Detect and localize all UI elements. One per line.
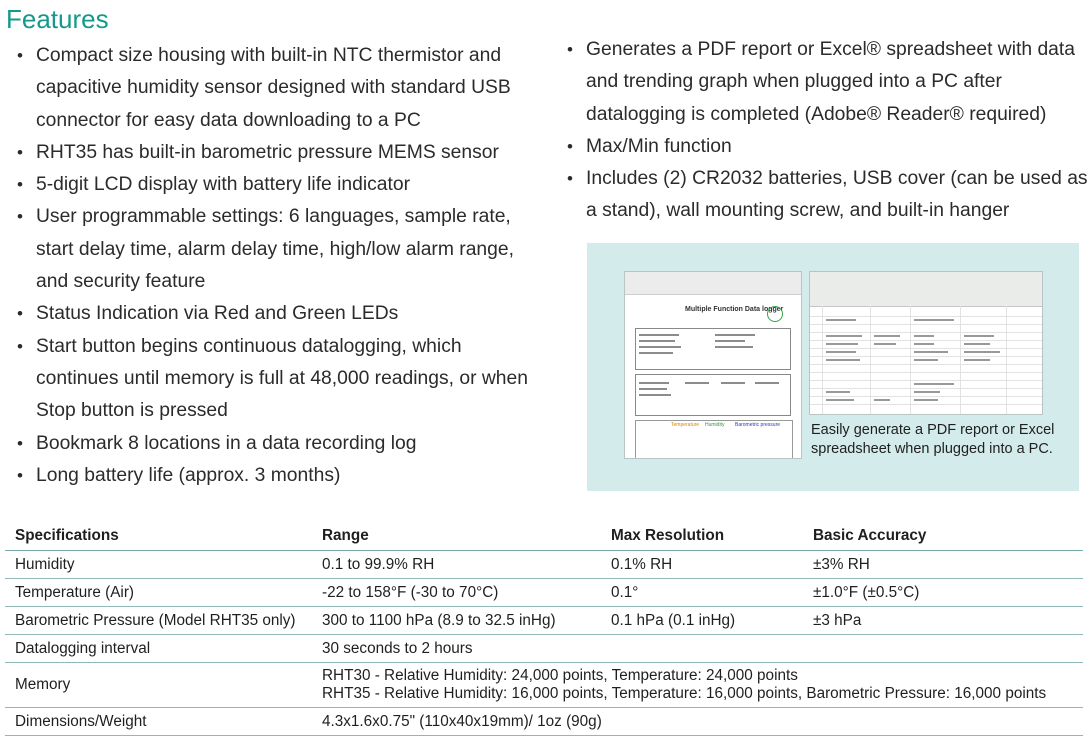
preview-caption: Easily generate a PDF report or Excel spreadsheet when plugged into a PC.: [811, 422, 1055, 457]
spec-name: Memory: [5, 663, 312, 708]
table-row: [5, 663, 1083, 708]
spec-accuracy: ±3% RH: [803, 551, 1083, 579]
feature-item: • Bookmark 8 locations in a data recording log: [8, 428, 528, 460]
spec-name: Temperature (Air): [5, 579, 312, 607]
excel-spreadsheet-thumbnail: [809, 271, 1043, 415]
pdf-report-title: Multiple Function Data logger: [685, 306, 784, 313]
spec-name: Datalogging interval: [5, 635, 312, 663]
table-row: [5, 579, 1083, 607]
spec-name: Dimensions/Weight: [5, 708, 312, 736]
table-row: [5, 607, 1083, 635]
header-max-resolution: Max Resolution: [601, 522, 803, 551]
feature-item: • Status Indication via Red and Green LEDs: [8, 298, 528, 330]
feature-item: • Max/Min function: [558, 131, 1088, 163]
table-row: [5, 551, 1083, 579]
memory-line-rht30: RHT30 - Relative Humidity: 24,000 points, Temperature: 24,000 points: [322, 667, 798, 684]
table-header-row: [5, 522, 1083, 551]
spec-range: 30 seconds to 2 hours: [312, 635, 1083, 663]
spec-name: Humidity: [5, 551, 312, 579]
spec-range: 300 to 1100 hPa (8.9 to 32.5 inHg): [312, 607, 601, 635]
spec-resolution: 0.1 hPa (0.1 inHg): [601, 607, 803, 635]
excel-ribbon: [810, 272, 1042, 307]
feature-item: • RHT35 has built-in barometric pressure MEMS sensor: [8, 137, 528, 169]
spec-range: -22 to 158°F (-30 to 70°C): [312, 579, 601, 607]
header-specifications: Specifications: [5, 522, 312, 551]
legend-humidity: Humidity: [705, 422, 725, 428]
feature-item: • Includes (2) CR2032 batteries, USB cover (can be used as a stand), wall mounting screw, and built-in hanger: [558, 163, 1088, 228]
ok-status-icon: [767, 306, 783, 322]
spec-accuracy: ±3 hPa: [803, 607, 1083, 635]
features-title: Features: [6, 4, 109, 34]
spec-resolution: 0.1°: [601, 579, 803, 607]
feature-item: • Compact size housing with built-in NTC thermistor and capacitive humidity sensor designed with standard USB connector for easy data downloading to a PC: [8, 40, 528, 137]
feature-item: • Start button begins continuous datalogging, which continues until memory is full at 48,000 readings, or when Stop button is pressed: [8, 331, 528, 428]
feature-item: • User programmable settings: 6 languages, sample rate, start delay time, alarm delay time, high/low alarm range, and security feature: [8, 201, 528, 298]
feature-item: • 5-digit LCD display with battery life indicator: [8, 169, 528, 201]
legend-pressure: Barometric pressure: [735, 422, 781, 428]
table-row: [5, 708, 1083, 736]
spec-range: 0.1 to 99.9% RH: [312, 551, 601, 579]
header-basic-accuracy: Basic Accuracy: [803, 522, 1083, 551]
spec-resolution: 0.1% RH: [601, 551, 803, 579]
legend-temperature: Temperature: [671, 422, 700, 428]
spec-range: [312, 663, 1083, 708]
spec-name: Barometric Pressure (Model RHT35 only): [5, 607, 312, 635]
feature-item: • Long battery life (approx. 3 months): [8, 460, 528, 492]
pdf-toolbar: [625, 272, 801, 295]
feature-item: • Generates a PDF report or Excel® spreadsheet with data and trending graph when plugged into a PC after datalogging is completed (Adobe® Reader® required): [558, 34, 1088, 131]
header-range: Range: [312, 522, 601, 551]
pdf-report-thumbnail: [624, 271, 802, 459]
specifications-table: [5, 522, 1083, 736]
table-row: [5, 635, 1083, 663]
spec-accuracy: ±1.0°F (±0.5°C): [803, 579, 1083, 607]
memory-line-rht35: RHT35 - Relative Humidity: 16,000 points, Temperature: 16,000 points, Barometric Pressure: 16,000 points: [322, 685, 1047, 702]
features-right-list: [558, 34, 1088, 228]
features-left-list: [8, 40, 528, 492]
spec-range: 4.3x1.6x0.75" (110x40x19mm)/ 1oz (90g): [312, 708, 1083, 736]
report-preview-panel: [587, 243, 1079, 491]
